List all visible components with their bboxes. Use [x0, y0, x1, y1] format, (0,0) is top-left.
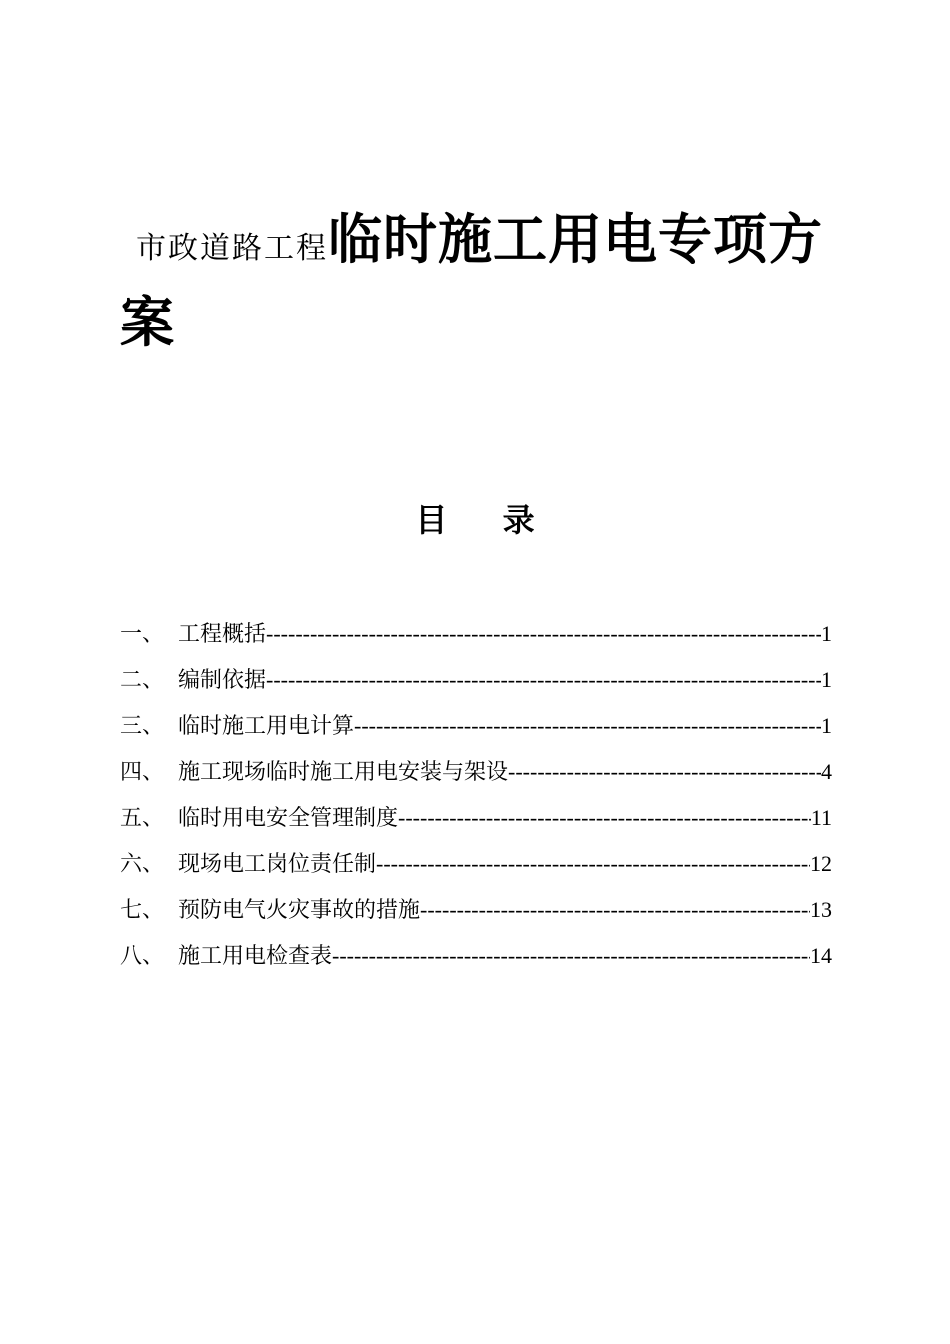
toc-entry-page: 1 [821, 621, 832, 646]
toc-entry-number: 二、 [120, 668, 165, 693]
toc-entry-number: 三、 [120, 714, 165, 739]
toc-entry-title: 编制依据 [178, 668, 267, 693]
toc-entry-number: 八、 [120, 944, 165, 969]
toc-dot-leader [508, 759, 821, 785]
toc-entry [120, 755, 832, 801]
toc-entry-page: 12 [810, 851, 832, 876]
toc-entry [120, 663, 832, 709]
toc-entry-title: 临时施工用电计算 [178, 714, 355, 739]
toc-entry-title: 临时用电安全管理制度 [178, 806, 399, 831]
toc-entry-number: 五、 [120, 806, 165, 831]
toc-dot-leader [332, 943, 810, 969]
toc-entry-title: 现场电工岗位责任制 [178, 852, 377, 877]
toc-entry-page: 11 [810, 805, 832, 830]
toc-entry-page: 14 [810, 943, 832, 968]
toc-dot-leader [376, 851, 810, 877]
toc-entry-number: 七、 [120, 898, 165, 923]
toc-entry [120, 617, 832, 663]
title-main: 临时施工用电专项方案 [120, 208, 823, 354]
toc-dot-leader [354, 713, 821, 739]
toc-dot-leader [398, 805, 811, 831]
title-prefix: 市政道路工程 [136, 231, 328, 266]
toc-dot-leader [266, 667, 821, 693]
document-title [120, 205, 860, 371]
toc-heading: 目 录 [415, 501, 557, 539]
toc-entry-title: 工程概括 [178, 622, 267, 647]
toc-entry [120, 893, 832, 939]
toc-entry-title: 施工用电检查表 [178, 944, 333, 969]
toc-entry-number: 四、 [120, 760, 165, 785]
toc-dot-leader [266, 621, 821, 647]
toc-entry [120, 939, 832, 985]
toc-entry [120, 847, 832, 893]
toc-entry-number: 六、 [120, 852, 165, 877]
toc-entry-title: 施工现场临时施工用电安装与架设 [178, 760, 509, 785]
toc-entry-page: 1 [821, 713, 832, 738]
toc-entry-page: 1 [821, 667, 832, 692]
toc-entry-title: 预防电气火灾事故的措施 [178, 898, 421, 923]
toc-entry [120, 709, 832, 755]
toc-dot-leader [420, 897, 810, 923]
toc-entry-number: 一、 [120, 622, 165, 647]
toc-entry [120, 801, 832, 847]
table-of-contents [120, 617, 832, 985]
toc-entry-page: 13 [810, 897, 832, 922]
toc-entry-page: 4 [821, 759, 832, 784]
